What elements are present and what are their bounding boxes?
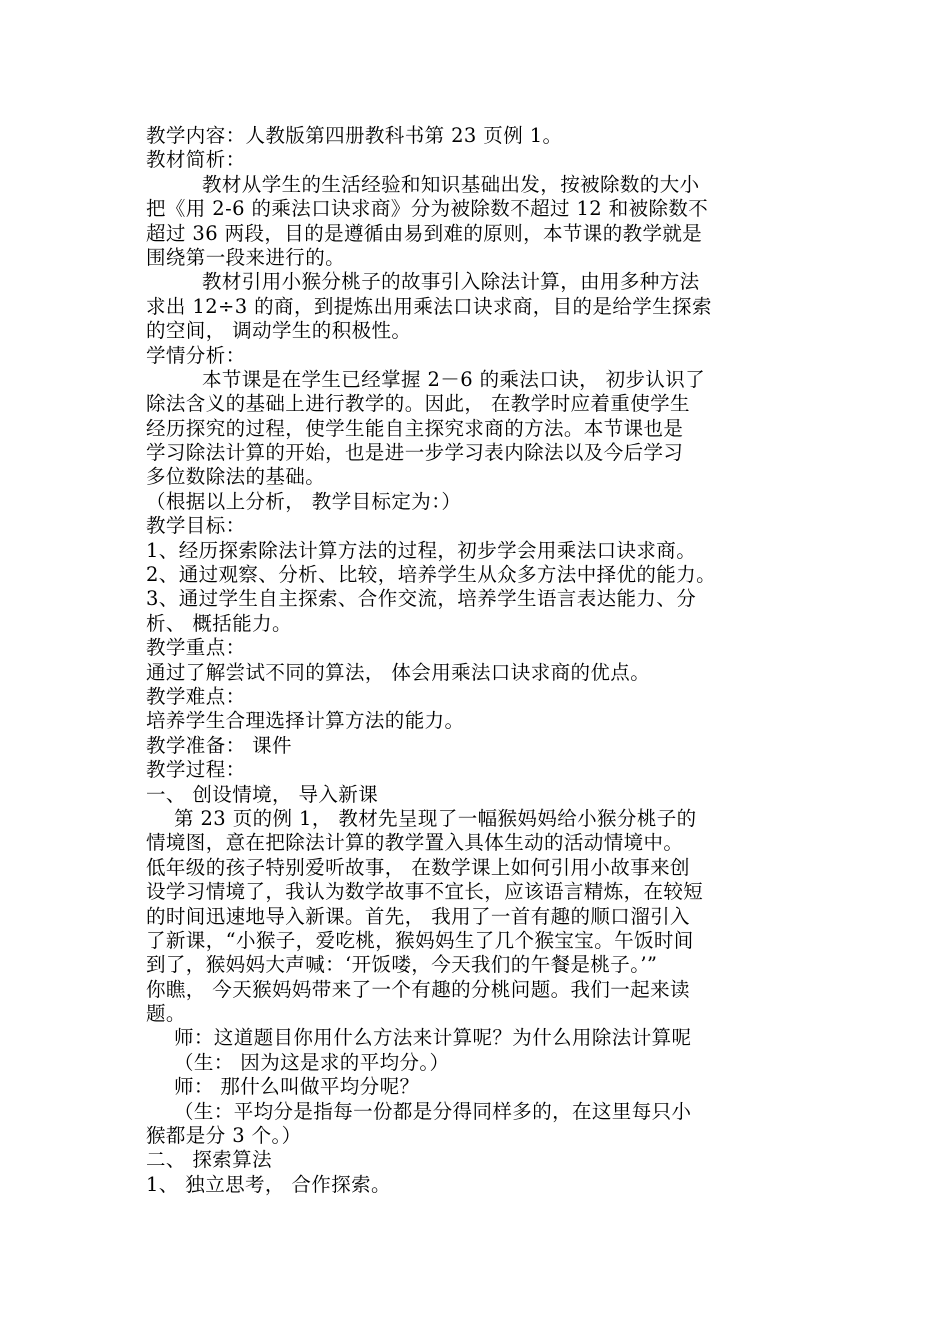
document-body (146, 124, 810, 1197)
text-line: 除法含义的基础上进行教学的。因此， 在教学时应着重使学生 (146, 392, 690, 416)
section-heading: 教学难点： (146, 684, 246, 708)
text-line: 教学准备： 课件 (146, 733, 292, 757)
text-line: 你瞧， 今天猴妈妈带来了一个有趣的分桃问题。我们一起来读 (146, 977, 690, 1001)
text-line: 析、 概括能力。 (146, 611, 292, 635)
dialogue-line: 师：这道题目你用什么方法来计算呢？为什么用除法计算呢 (174, 1026, 692, 1050)
text-line: 通过了解尝试不同的算法， 体会用乘法口诀求商的优点。 (146, 660, 651, 684)
section-heading: 二、 探索算法 (146, 1148, 272, 1172)
text-line: 情境图，意在把除法计算的教学置入具体生动的活动情境中。 (146, 831, 684, 855)
list-item: 1、经历探索除法计算方法的过程，初步学会用乘法口诀求商。 (146, 538, 697, 562)
list-item: 3、通过学生自主探索、合作交流，培养学生语言表达能力、分 (146, 587, 697, 611)
text-line: 了新课，“小猴子，爱吃桃，猴妈妈生了几个猴宝宝。午饭时间 (146, 928, 694, 952)
section-heading: 教学过程： (146, 758, 246, 782)
section-heading: 教材简析： (146, 148, 246, 172)
text-line: 猴都是分 3 个。） (146, 1124, 302, 1148)
text-line: 第 23 页的例 1， 教材先呈现了一幅猴妈妈给小猴分桃子的 (174, 806, 697, 830)
text-line: 超过 36 两段，目的是遵循由易到难的原则，本节课的教学就是 (146, 221, 703, 245)
section-heading: 学情分析： (146, 343, 246, 367)
text-line: 的空间， 调动学生的积极性。 (146, 319, 412, 343)
text-line: 教学内容：人教版第四册教科书第 23 页例 1。 (146, 124, 563, 147)
text-line: 低年级的孩子特别爱听故事， 在数学课上如何引用小故事来创 (146, 855, 690, 879)
list-item: 2、通过观察、分析、比较，培养学生从众多方法中择优的能力。 (146, 563, 717, 587)
text-line: 本节课是在学生已经掌握 2－6 的乘法口诀， 初步认识了 (202, 367, 706, 391)
section-heading: 一、 创设情境， 导入新课 (146, 782, 379, 806)
text-line: 经历探究的过程，使学生能自主探究求商的方法。本节课也是 (146, 416, 684, 440)
list-item: 1、 独立思考， 合作探索。 (146, 1172, 391, 1196)
text-line: 题。 (146, 1002, 186, 1026)
section-heading: 教学目标： (146, 514, 246, 538)
text-line: 教材引用小猴分桃子的故事引入除法计算，由用多种方法 (202, 270, 700, 294)
text-line: 到了，猴妈妈大声喊：‘开饭喽，今天我们的午餐是桃子。’” (146, 953, 658, 977)
text-line: 把《用 2-6 的乘法口诀求商》分为被除数不超过 12 和被除数不 (146, 197, 709, 221)
dialogue-line: （生： 因为这是求的平均分。） (174, 1050, 450, 1074)
dialogue-line: （生：平均分是指每一份都是分得同样多的，在这里每只小 (174, 1099, 692, 1123)
text-line: 设学习情境了，我认为数学故事不宜长，应该语言精炼，在较短 (146, 880, 704, 904)
dialogue-line: 师： 那什么叫做平均分呢？ (174, 1075, 420, 1099)
section-heading: 教学重点： (146, 636, 246, 660)
text-line: （根据以上分析， 教学目标定为：） (146, 489, 462, 513)
text-line: 培养学生合理选择计算方法的能力。 (146, 709, 465, 733)
text-line: 多位数除法的基础。 (146, 465, 326, 489)
text-line: 教材从学生的生活经验和知识基础出发，按被除数的大小 (202, 172, 700, 196)
text-line: 学习除法计算的开始，也是进一步学习表内除法以及今后学习 (146, 441, 684, 465)
text-line: 的时间迅速地导入新课。首先， 我用了一首有趣的顺口溜引入 (146, 904, 690, 928)
text-line: 围绕第一段来进行的。 (146, 245, 346, 269)
text-line: 求出 12÷3 的商，到提炼出用乘法口诀求商，目的是给学生探索 (146, 294, 712, 318)
